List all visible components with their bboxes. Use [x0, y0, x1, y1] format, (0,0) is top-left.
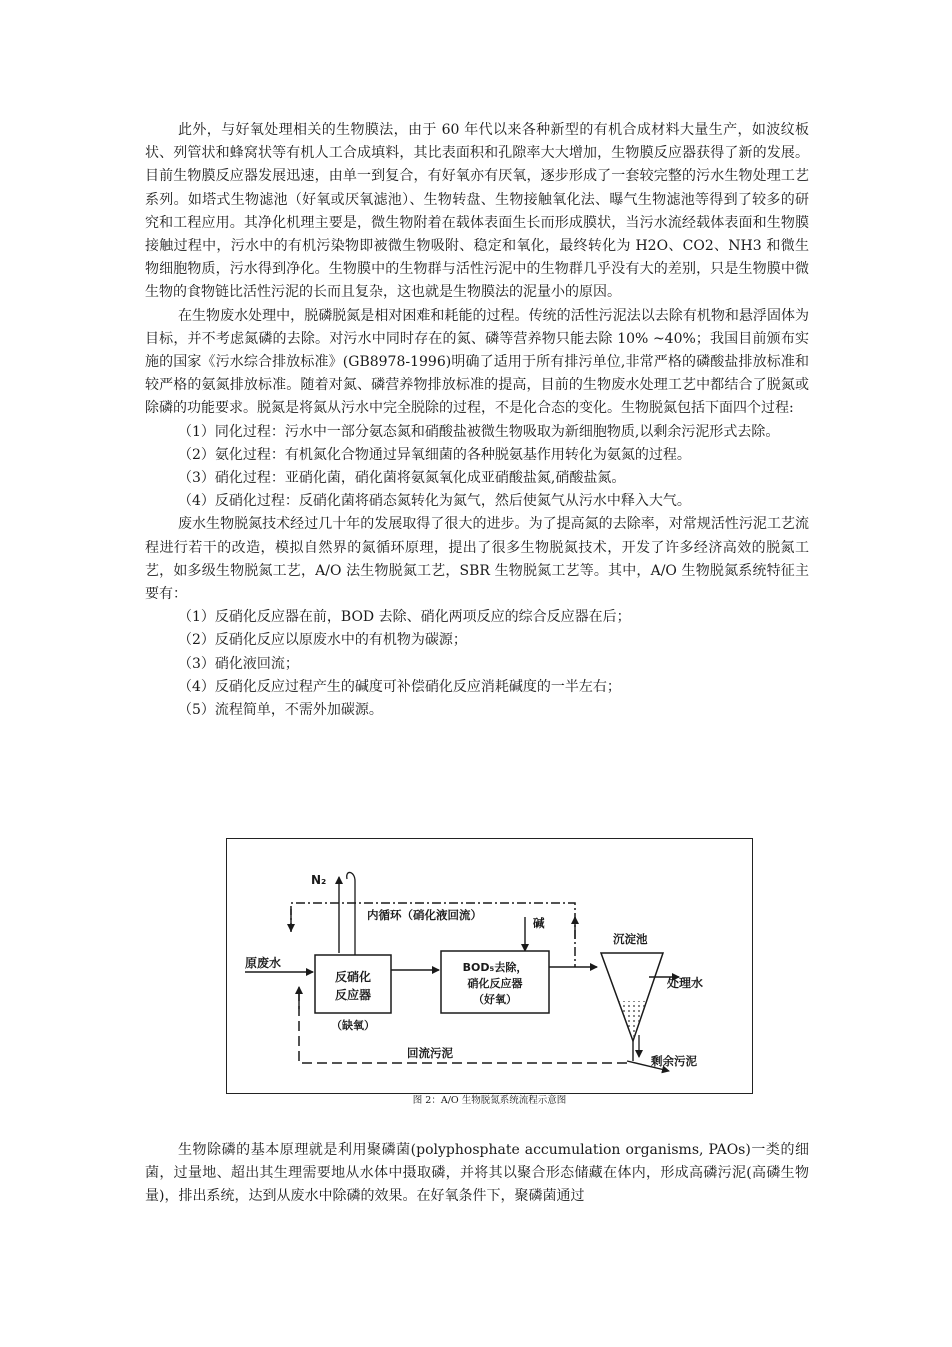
- excess-sludge-label: 剩余污泥: [651, 1054, 697, 1068]
- list-item-ao-5: （5）流程简单，不需外加碳源。: [178, 702, 383, 719]
- bod-label-2: 硝化反应器: [467, 977, 523, 990]
- denitrification-label-2: 反应器: [334, 988, 372, 1002]
- diagram-svg: [227, 839, 754, 1095]
- figure-caption: 图 2：A/O 生物脱氮系统流程示意图: [412, 1095, 567, 1106]
- alkali-label: 碱: [533, 916, 545, 930]
- n2-label: N₂: [311, 873, 327, 887]
- bod-label-1: BOD₅去除，: [462, 961, 528, 974]
- paragraph-ao-intro: 废水生物脱氮技术经过几十年的发展取得了很大的进步。为了提高氮的去除率，对常规活性污泥工艺流程进行若干的改造，模拟自然界的氮循环原理，提出了很多生物脱氮技术，开发了许多经济高效的脱氮工艺，如多级生物脱氮工艺，A/O 法生物脱氮工艺，SBR 生物脱氮工艺等。其中，A/O 生物脱氮系统特征主要有：: [145, 516, 809, 603]
- denitrification-label-1: 反硝化: [334, 970, 372, 984]
- internal-recycle-label: 内循环（硝化液回流）: [367, 908, 482, 922]
- paragraph-phosphorus-removal: 生物除磷的基本原理就是利用聚磷菌(polyphosphate accumulation organisms, PAOs)一类的细菌，过量地、超出其生理需要地从水体中摄取磷，并将其以聚合形态储藏在体内，形成高磷污泥(高磷生物量)，排出系统，达到从废水中除磷的效果。在好氧条件下，聚磷菌通过: [145, 1142, 809, 1205]
- list-item-ammonification: （2）氨化过程：有机氮化合物通过异氧细菌的各种脱氨基作用转化为氨氮的过程。: [178, 446, 691, 463]
- list-item-assimilation: （1）同化过程：污水中一部分氨态氮和硝酸盐被微生物吸取为新细胞物质,以剩余污泥形式去除。: [178, 423, 780, 440]
- n2-swirl: [347, 872, 355, 957]
- body-text-upper: [145, 119, 809, 722]
- list-item-ao-1: （1）反硝化反应器在前，BOD 去除、硝化两项反应的综合反应器在后；: [178, 609, 631, 626]
- clarifier-label: 沉淀池: [613, 932, 648, 946]
- treated-water-label: 处理水: [667, 976, 704, 990]
- denitrification-reactor: [315, 955, 391, 1013]
- list-item-ao-2: （2）反硝化反应以原废水中的有机物为碳源；: [178, 632, 467, 649]
- anoxic-label: （缺氧）: [331, 1019, 375, 1032]
- list-item-nitrification: （3）硝化过程：亚硝化菌，硝化菌将氨氮氧化成亚硝酸盐氮,硝酸盐氮。: [178, 470, 626, 487]
- raw-water-label: 原废水: [245, 956, 282, 970]
- list-item-ao-3: （3）硝化液回流；: [178, 655, 299, 672]
- body-text-lower: [145, 1139, 809, 1209]
- clarifier-sludge: [619, 1001, 647, 1039]
- bod-label-3: （好氧）: [473, 993, 517, 1006]
- paragraph-biofilm: 此外，与好氧处理相关的生物膜法，由于 60 年代以来各种新型的有机合成材料大量生产，如波纹板状、列管状和蜂窝状等有机人工合成填料，其比表面积和孔隙率大大增加，生物膜反应器获得了新的发展。目前生物膜反应器发展迅速，由单一到复合，有好氧亦有厌氧，逐步形成了一套较完整的污水生物处理工艺系列。如塔式生物滤池（好氧或厌氧滤池）、生物转盘、生物接触氧化法、曝气生物滤池等得到了较多的研究和工程应用。其净化机理主要是，微生物附着在载体表面生长而形成膜状，当污水流经载体表面和生物膜接触过程中，污水中的有机污染物即被微生物吸附、稳定和氧化，最终转化为 H2O、CO2、NH3 和微生物细胞物质，污水得到净化。生物膜中的生物群与活性污泥中的生物群几乎没有大的差别，只是生物膜中微生物的食物链比活性污泥的长而且复杂，这也就是生物膜法的泥量小的原因。: [145, 122, 809, 301]
- list-item-ao-4: （4）反硝化反应过程产生的碱度可补偿硝化反应消耗碱度的一半左右；: [178, 678, 621, 695]
- ao-process-diagram: [226, 838, 753, 1094]
- return-sludge-label: 回流污泥: [407, 1046, 453, 1060]
- paragraph-nitrogen-removal: 在生物废水处理中，脱磷脱氮是相对困难和耗能的过程。传统的活性污泥法以去除有机物和悬浮固体为目标，并不考虑氮磷的去除。对污水中同时存在的氮、磷等营养物只能去除 10% ~40%；我国目前颁布实施的国家《污水综合排放标准》(GB8978-1996)明确了适用于所有排污单位,非常严格的磷酸盐排放标准和较严格的氨氮排放标准。随着对氮、磷营养物排放标准的提高，目前的生物废水处理工艺中都结合了脱氮或除磷的功能要求。脱氮是将氮从污水中完全脱除的过程，不是化合态的变化。生物脱氮包括下面四个过程:: [145, 307, 809, 417]
- list-item-denitrification: （4）反硝化过程：反硝化菌将硝态氮转化为氮气，然后使氮气从污水中释入大气。: [178, 493, 691, 510]
